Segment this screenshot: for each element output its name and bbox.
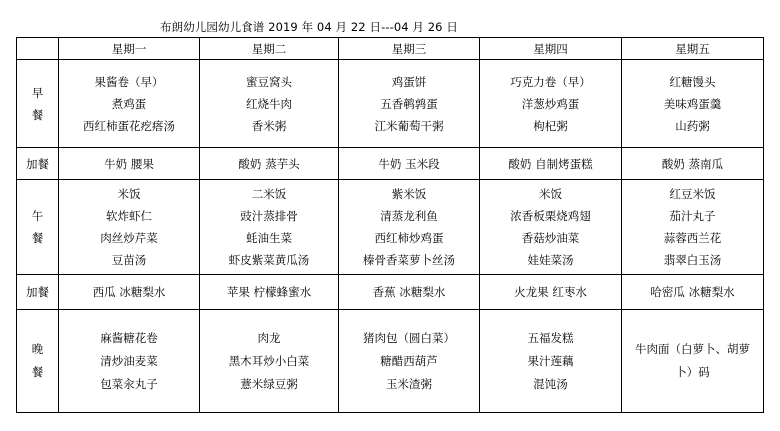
dish: 西红柿炒鸡蛋	[374, 231, 444, 245]
dish: 薏米绿豆粥	[240, 376, 298, 391]
meal-label-char: 晚	[31, 342, 44, 356]
dish: 牛肉面（白萝卜、胡萝卜）码	[635, 342, 750, 379]
dish: 肉龙	[257, 330, 281, 345]
dish: 翡翠白玉汤	[663, 253, 722, 267]
menu-cell	[200, 310, 339, 413]
dish: 猪肉包（圆白菜）	[363, 330, 455, 345]
snack-label: 加餐	[17, 148, 59, 180]
breakfast-row	[17, 60, 764, 148]
snack-cell: 西瓜 冰糖梨水	[59, 275, 200, 310]
snack-label: 加餐	[17, 275, 59, 310]
dish: 煮鸡蛋	[111, 96, 147, 111]
dish: 紫米饭	[391, 187, 427, 201]
dish: 虾皮紫菜黄瓜汤	[228, 253, 310, 267]
snack-row	[17, 275, 764, 310]
menu-cell	[339, 60, 480, 148]
dish: 巧克力卷（早）	[510, 74, 591, 89]
menu-cell	[59, 310, 200, 413]
dish: 五香鹌鹑蛋	[380, 96, 438, 111]
menu-cell	[622, 310, 764, 413]
day-header: 星期一	[59, 38, 200, 60]
snack-cell: 牛奶 腰果	[59, 148, 200, 180]
meal-label-char: 餐	[31, 231, 44, 245]
day-header: 星期五	[622, 38, 764, 60]
dish: 软炸虾仁	[106, 209, 152, 223]
meal-label-char: 餐	[31, 107, 44, 122]
snack-cell: 酸奶 蒸南瓜	[622, 148, 764, 180]
dish: 五福发糕	[527, 330, 574, 345]
menu-cell	[200, 180, 339, 275]
dish: 黑木耳炒小白菜	[228, 353, 310, 368]
dish: 果酱卷（早）	[94, 74, 164, 89]
snack-cell: 酸奶 蒸芋头	[200, 148, 339, 180]
dish: 蜜豆窝头	[246, 74, 292, 89]
dish: 洋葱炒鸡蛋	[521, 96, 580, 111]
dish: 浓香板栗烧鸡翅	[510, 209, 591, 223]
dish: 清蒸龙利鱼	[380, 209, 438, 223]
dish: 榛骨香菜萝卜丝汤	[363, 253, 455, 267]
menu-cell	[480, 180, 622, 275]
snack-cell: 牛奶 玉米段	[339, 148, 480, 180]
menu-cell	[622, 180, 764, 275]
dish: 鸡蛋饼	[391, 74, 427, 89]
dish: 红烧牛肉	[246, 96, 292, 111]
dish: 江米葡萄干粥	[374, 118, 444, 133]
dish: 香米粥	[251, 118, 287, 133]
meal-label-char: 午	[31, 209, 44, 223]
snack-cell: 苹果 柠檬蜂蜜水	[200, 275, 339, 310]
dish: 麻酱糖花卷	[100, 330, 158, 345]
dish: 果汁莲藕	[527, 353, 574, 368]
day-header: 星期二	[200, 38, 339, 60]
lunch-label	[17, 180, 59, 275]
snack-cell: 哈密瓜 冰糖梨水	[622, 275, 764, 310]
dish: 肉丝炒芹菜	[100, 231, 158, 245]
dish: 二米饭	[251, 187, 287, 201]
dish: 娃娃菜汤	[527, 253, 574, 267]
meal-label-char: 早	[31, 85, 44, 100]
menu-cell	[200, 60, 339, 148]
dish: 枸杞粥	[533, 118, 568, 133]
breakfast-label	[17, 60, 59, 148]
dish: 米饭	[117, 187, 141, 201]
lunch-row	[17, 180, 764, 275]
dish: 蒜蓉西兰花	[663, 231, 722, 245]
dinner-label	[17, 310, 59, 413]
dish: 西红柿蛋花疙瘩汤	[83, 118, 175, 133]
dish: 豆苗汤	[111, 253, 147, 267]
dish: 山药粥	[675, 118, 710, 133]
dish: 包菜汆丸子	[100, 376, 158, 391]
menu-cell	[59, 180, 200, 275]
dish: 茄汁丸子	[669, 209, 716, 223]
corner-cell	[17, 38, 59, 60]
dish: 蚝油生菜	[246, 231, 292, 245]
snack-cell: 香蕉 冰糖梨水	[339, 275, 480, 310]
dish: 香菇炒油菜	[521, 231, 580, 245]
dish: 糖醋西葫芦	[380, 353, 438, 368]
document-title: 布朗幼儿园幼儿食谱 2019 年 04 月 22 日---04 月 26 日	[160, 20, 458, 34]
header-row	[17, 38, 764, 60]
day-header: 星期三	[339, 38, 480, 60]
dish: 红糖馒头	[669, 74, 716, 89]
menu-cell	[59, 60, 200, 148]
weekly-menu-table	[16, 37, 764, 413]
dish: 红豆米饭	[669, 187, 716, 201]
snack-row	[17, 148, 764, 180]
snack-cell: 火龙果 红枣水	[480, 275, 622, 310]
dish: 豉汁蒸排骨	[240, 209, 298, 223]
dish: 玉米渣粥	[386, 376, 432, 391]
dish: 米饭	[539, 187, 562, 201]
menu-cell	[622, 60, 764, 148]
day-header: 星期四	[480, 38, 622, 60]
dish: 清炒油麦菜	[100, 353, 158, 368]
menu-cell	[339, 310, 480, 413]
dish: 混饨汤	[533, 376, 568, 391]
dish: 美味鸡蛋羹	[663, 96, 722, 111]
dinner-row	[17, 310, 764, 413]
meal-label-char: 餐	[31, 365, 44, 379]
menu-cell	[480, 60, 622, 148]
menu-cell	[339, 180, 480, 275]
menu-cell	[480, 310, 622, 413]
snack-cell: 酸奶 自制烤蛋糕	[480, 148, 622, 180]
